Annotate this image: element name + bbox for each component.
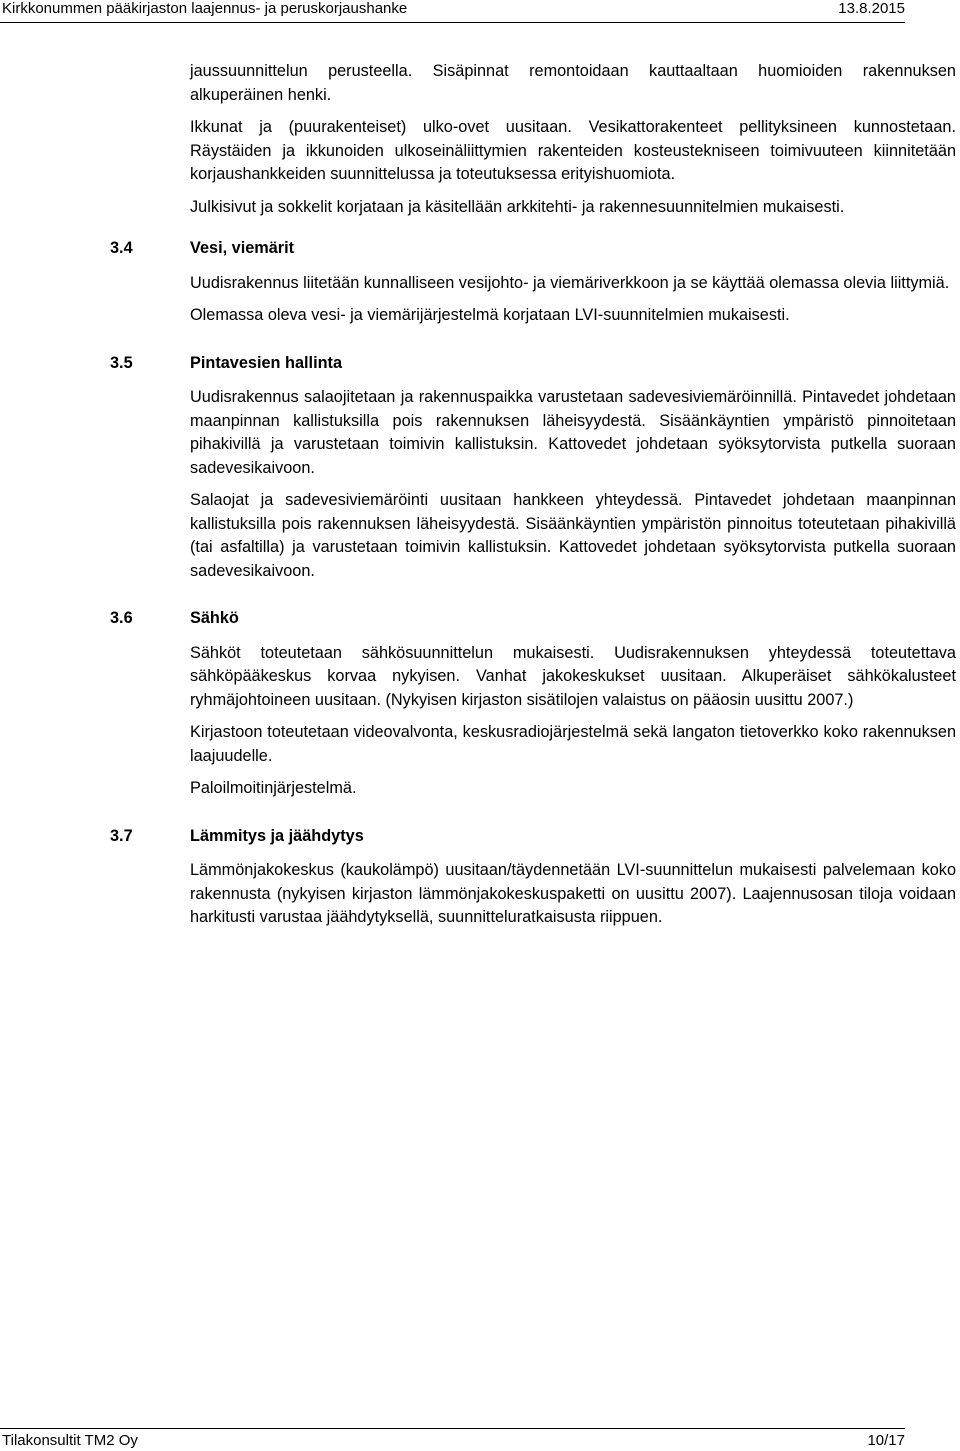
paragraph: jaussuunnittelun perusteella. Sisäpinnat remontoidaan kauttaaltaan huomioiden rakennuksen alkuperäinen henki. [190, 62, 956, 104]
section-title: Lämmitys ja jäähdytys [190, 826, 364, 845]
page-number: 10/17 [867, 1432, 905, 1449]
section-number: 3.6 [110, 609, 133, 627]
paragraph: Salaojat ja sadevesiviemäröinti uusitaan hankkeen yhteydessä. Pintavedet johdetaan maanpinnan kallistuksilla pois rakennuksen läheisyydestä. Sisäänkäyntien ympäristön pinnoitus toteutetaan pihakivillä (tai asfaltilla) ja varustetaan toimivin kallistuksin. Kattovedet johdetaan syöksytorvista putkella suoraan sadevesikaivoon. [190, 491, 956, 580]
paragraph: Olemassa oleva vesi- ja viemärijärjestelmä korjataan LVI-suunnitelmien mukaisesti. [190, 306, 790, 324]
section-number: 3.4 [110, 239, 133, 257]
document-body [110, 60, 956, 939]
section-title: Pintavesien hallinta [190, 353, 343, 372]
page-header [0, 0, 905, 23]
paragraph: Ikkunat ja (puurakenteiset) ulko-ovet uusitaan. Vesikattorakenteet pellityksineen kunnostetaan. Räystäiden ja ikkunoiden ulkoseinäliittymien rakenteiden kosteustekniseen toimivuuteen kiinnitetään korjaushankkeiden suunnittelussa ja toteutuksessa erityishuomiota. [190, 118, 956, 183]
document-title: Kirkkonummen pääkirjaston laajennus- ja peruskorjaushanke [2, 0, 408, 17]
paragraph: Lämmönjakokeskus (kaukolämpö) uusitaan/täydennetään LVI-suunnittelun mukaisesti palvelemaan koko rakennusta (nykyisen kirjaston lämmönjakokeskuspaketti on uusittu 2007). Laajennusosan tiloja voidaan harkitusti varustaa jäähdytyksellä, suunnitteluratkaisusta riippuen. [190, 861, 956, 926]
section-title: Vesi, viemärit [190, 239, 295, 257]
section-heading [110, 825, 956, 849]
paragraph: Kirjastoon toteutetaan videovalvonta, keskusradiojärjestelmä sekä langaton tietoverkko koko rakennuksen laajuudelle. [190, 723, 956, 765]
document-date: 13.8.2015 [838, 0, 905, 17]
section-heading [110, 237, 956, 261]
paragraph: Uudisrakennus liitetään kunnalliseen vesijohto- ja viemäriverkkoon ja se käyttää olemassa olevia liittymiä. [190, 273, 950, 292]
section-number: 3.7 [110, 826, 133, 845]
paragraph: Paloilmoitinjärjestelmä. [190, 779, 357, 797]
paragraph: Sähköt toteutetaan sähkösuunnittelun mukaisesti. Uudisrakennuksen yhteydessä toteutettava sähköpääkeskus korvaa nykyisen. Vanhat jakokeskukset uusitaan. Alkuperäiset sähkökalusteet ryhmäjohtoineen uusitaan. (Nykyisen kirjaston sisätilojen valaistus on pääosin uusittu 2007.) [190, 643, 956, 709]
section-number: 3.5 [110, 353, 133, 372]
paragraph: Uudisrakennus salaojitetaan ja rakennuspaikka varustetaan sadevesiviemäröinnillä. Pintavedet johdetaan maanpinnan kallistuksilla pois rakennuksen läheisyydestä. Sisäänkäyntien ympäristö pinnoitetaan pihakivillä ja varustetaan toimivin kallistuksin. Kattovedet johdetaan syöksytorvista putkella suoraan sadevesikaivoon. [190, 388, 956, 477]
section-3-5 [110, 352, 956, 584]
page-footer [0, 1428, 905, 1451]
section-3-7 [110, 825, 956, 930]
paragraph: Julkisivut ja sokkelit korjataan ja käsitellään arkkitehti- ja rakennesuunnitelmien mukaisesti. [190, 197, 845, 216]
section-3-6 [110, 607, 956, 801]
section-heading [110, 607, 956, 631]
section-title: Sähkö [190, 609, 239, 627]
section-heading [110, 352, 956, 376]
intro-block [190, 60, 956, 219]
company-name: Tilakonsultit TM2 Oy [2, 1432, 138, 1449]
section-3-4 [110, 237, 956, 328]
